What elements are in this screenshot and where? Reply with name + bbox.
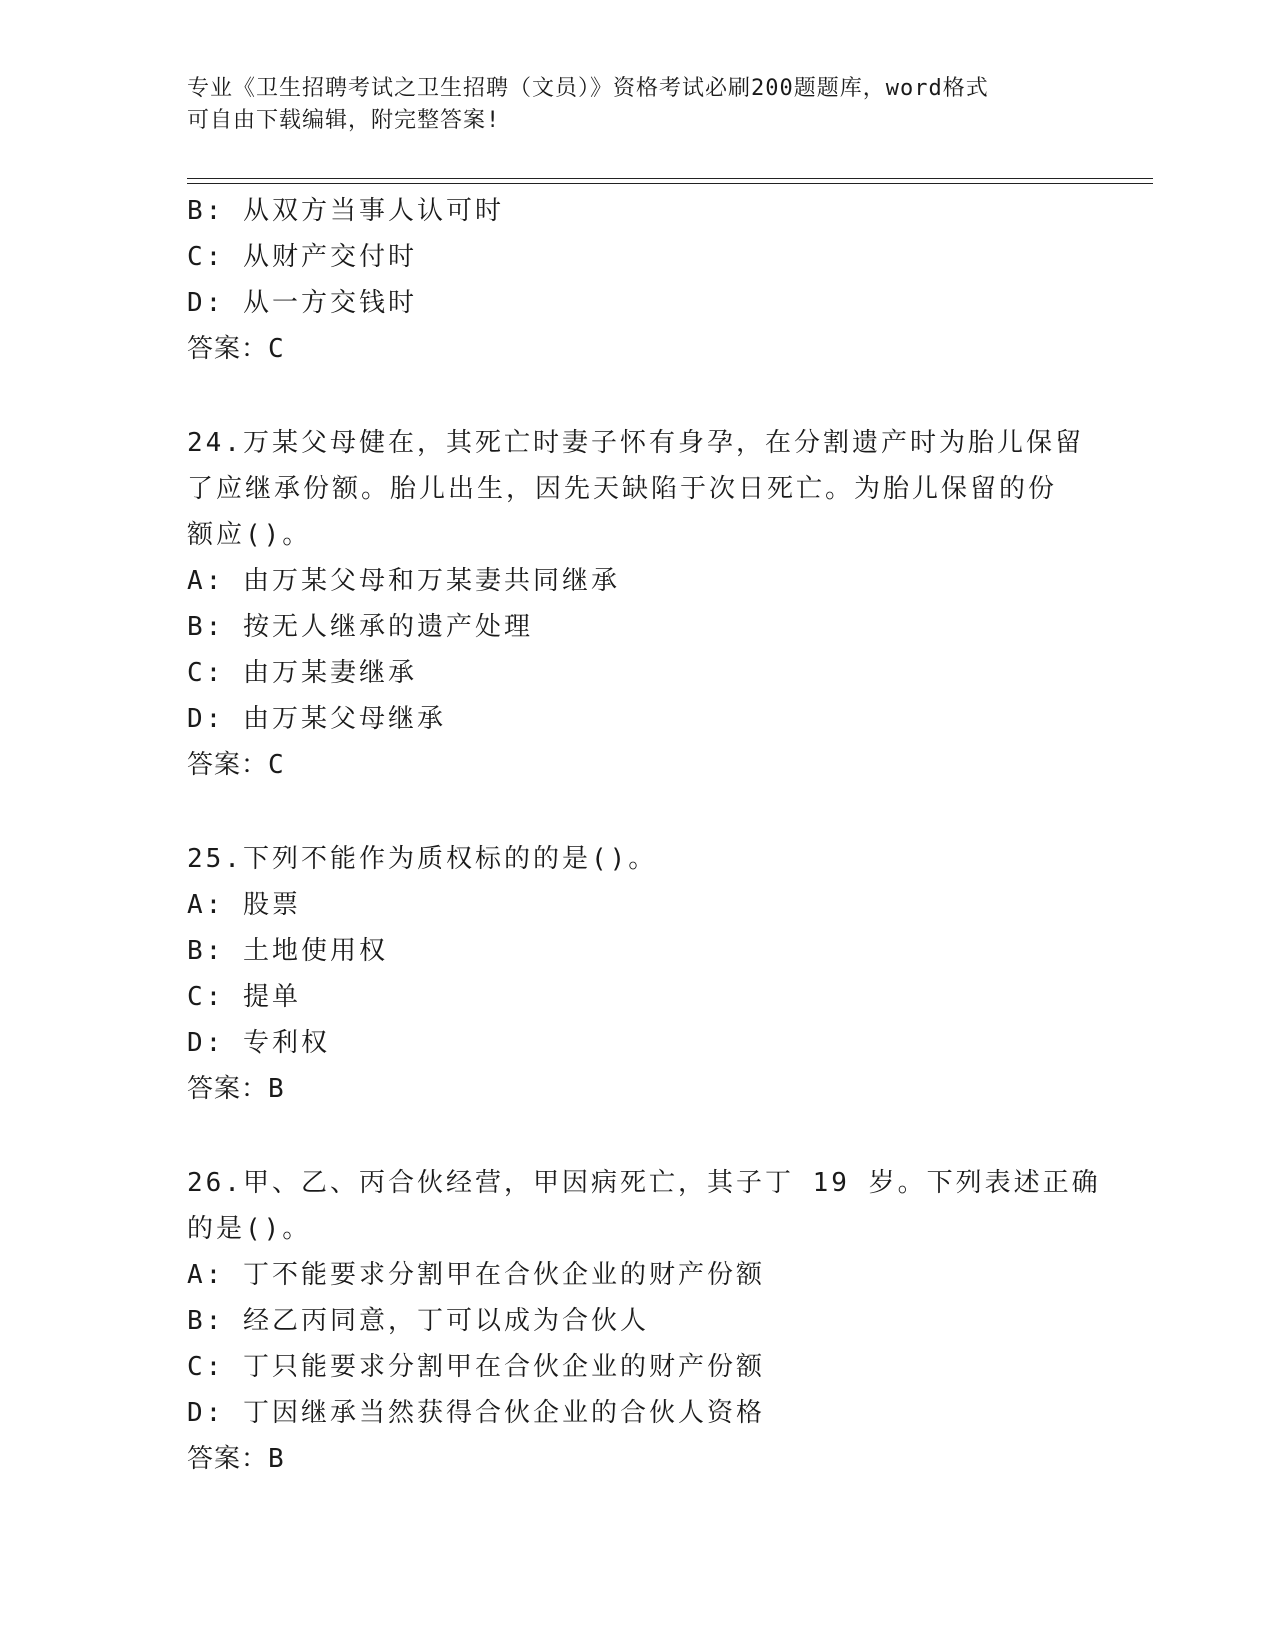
option-b: B: 土地使用权 — [187, 936, 388, 966]
question-stem-line: 26.甲、乙、丙合伙经营，甲因病死亡，其子丁 19 岁。下列表述正确 — [187, 1168, 1101, 1198]
option-c: C: 由万某妻继承 — [187, 658, 417, 688]
option-d: D: 由万某父母继承 — [187, 704, 446, 734]
option-a: A: 由万某父母和万某妻共同继承 — [187, 566, 620, 596]
option-c: C: 丁只能要求分割甲在合伙企业的财产份额 — [187, 1352, 765, 1382]
header-divider-bottom — [187, 183, 1153, 184]
option-a: A: 丁不能要求分割甲在合伙企业的财产份额 — [187, 1260, 765, 1290]
option-c: C: 提单 — [187, 982, 301, 1012]
option-b: B: 按无人继承的遗产处理 — [187, 612, 533, 642]
option-b: B: 从双方当事人认可时 — [187, 196, 504, 226]
question-26 — [187, 1160, 1101, 1482]
document-body — [187, 188, 1101, 1482]
header-divider-top — [187, 178, 1153, 179]
option-d: D: 丁因继承当然获得合伙企业的合伙人资格 — [187, 1398, 765, 1428]
question-stem-line: 额应()。 — [187, 520, 312, 550]
document-header — [187, 73, 1067, 137]
option-c: C: 从财产交付时 — [187, 242, 417, 272]
header-title-line-1: 专业《卫生招聘考试之卫生招聘（文员）》资格考试必刷200题题库，word格式 — [187, 76, 989, 101]
question-23-continuation — [187, 188, 1087, 372]
spacer — [187, 1112, 1087, 1160]
question-24 — [187, 420, 1087, 788]
spacer — [187, 372, 1087, 420]
question-stem-line: 的是()。 — [187, 1214, 312, 1244]
question-25 — [187, 836, 1087, 1112]
header-title-line-2: 可自由下载编辑，附完整答案! — [187, 108, 501, 133]
option-a: A: 股票 — [187, 890, 301, 920]
answer-line: 答案：C — [187, 334, 285, 364]
option-d: D: 专利权 — [187, 1028, 330, 1058]
question-stem-line: 25.下列不能作为质权标的的是()。 — [187, 844, 658, 874]
answer-line: 答案：C — [187, 750, 285, 780]
question-stem-line: 24.万某父母健在，其死亡时妻子怀有身孕，在分割遗产时为胎儿保留 — [187, 428, 1084, 458]
spacer — [187, 788, 1087, 836]
option-d: D: 从一方交钱时 — [187, 288, 417, 318]
question-stem-line: 了应继承份额。胎儿出生，因先天缺陷于次日死亡。为胎儿保留的份 — [187, 474, 1058, 504]
answer-line: 答案：B — [187, 1074, 285, 1104]
answer-line: 答案：B — [187, 1444, 285, 1474]
option-b: B: 经乙丙同意，丁可以成为合伙人 — [187, 1306, 649, 1336]
